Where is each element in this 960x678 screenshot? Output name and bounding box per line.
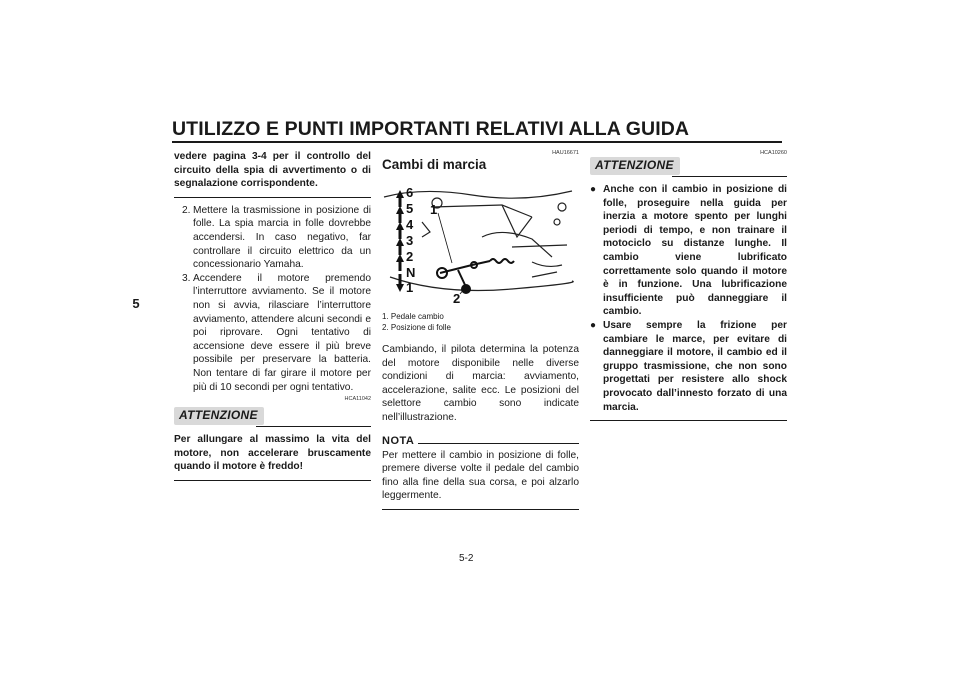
nota-text: Per mettere il cambio in posizione di folle, premere diverse volte il pedale del cambio fino alla fine della sua corsa, e poi alzarlo leggermente. (382, 449, 579, 502)
chapter-tab: 5 (132, 296, 140, 311)
attention-header (174, 407, 371, 429)
section-rule (174, 197, 371, 198)
gear-label-3: 3 (406, 233, 414, 248)
attention-badge: ATTENZIONE (174, 407, 264, 425)
page-number: 5-2 (459, 553, 474, 564)
gear-label-1: 1 (406, 280, 414, 295)
gear-label-6: 6 (406, 185, 414, 200)
step-number: 2. (182, 204, 191, 216)
list-item (590, 319, 787, 414)
callout-label-2: 2 (453, 291, 461, 306)
gearshift-illustration (382, 177, 579, 307)
column-left (174, 150, 371, 487)
column-middle (382, 150, 579, 516)
list-item (174, 204, 371, 272)
column-right (590, 150, 787, 427)
gear-label-5: 5 (406, 201, 414, 216)
page-title: UTILIZZO E PUNTI IMPORTANTI RELATIVI ALLA GUIDA (172, 118, 690, 140)
steps-list (174, 204, 371, 394)
gearshift-diagram (382, 177, 579, 307)
section-rule (590, 420, 787, 421)
bullet-icon: ● (590, 319, 597, 331)
section-code: HAU16671 (552, 150, 579, 156)
intro-bold-text: vedere pagina 3-4 per il controllo del circuito della spia di avvertimento o di segnalazione corrispondente. (174, 151, 371, 190)
body-text: Cambiando, il pilota determina la potenza del motore disponibile nelle diverse condizioni di marcia: avviamento, accelerazione, salite ecc. Le posizioni del selettore cambio sono indicate nell’illustrazione. (382, 344, 579, 423)
nota-rule (418, 443, 579, 444)
section-rule (382, 509, 579, 510)
section-rule (174, 480, 371, 481)
list-item (590, 183, 787, 319)
callout-label-1: 1 (430, 202, 438, 217)
caption-1: 1. Pedale cambio (382, 312, 444, 321)
attention-code: HCA11042 (344, 396, 371, 403)
bullet-icon: ● (590, 184, 597, 195)
attention-text: Per allungare al massimo la vita del motore, non accelerare bruscamente quando il motore è freddo! (174, 434, 371, 473)
page-header (172, 118, 782, 140)
bullet-text: Usare sempre la frizione per cambiare le marce, per evitare di danneggiare il motore, il cambio ed il gruppo trasmissione, che non sono progettati per resistere allo shock provocato dall’innesto forzato di una marcia. (603, 319, 787, 413)
caption-2: 2. Posizione di folle (382, 323, 451, 332)
step-text: Mettere la trasmissione in posizione di folle. La spia marcia in folle dovrebbe accendersi. In caso negativo, far controllare il circuito elettrico da un concessionario Yamaha. (193, 204, 371, 271)
nota-label: NOTA (382, 434, 415, 447)
attention-header (590, 157, 787, 179)
gear-label-4: 4 (406, 217, 414, 232)
step-text: Accendere il motore premendo l’interruttore avviamento. Se il motore non si avvia, rilasciare l’interruttore avviamento, attendere alcuni secondi e poi riprovare. Ogni tentativo di accensione deve essere il più breve possibile per preservare la batteria. Non tentare di far girare il motore per più di 10 secondi per ogni tentativo. (193, 272, 371, 393)
section-title: Cambi di marcia (382, 157, 487, 172)
nota-header (382, 433, 579, 449)
header-rule (172, 141, 782, 143)
list-item (174, 272, 371, 394)
attention-code: HCA10260 (760, 150, 787, 156)
step-number: 3. (182, 272, 191, 284)
attention-bullets (590, 183, 787, 414)
gear-label-2: 2 (406, 249, 414, 264)
attention-rule (256, 426, 371, 427)
attention-badge: ATTENZIONE (590, 157, 680, 175)
attention-rule (672, 176, 787, 177)
bullet-text: Anche con il cambio in posizione di folle, proseguire nella guida per inerzia a motore spento per lunghi periodi di tempo, e non trainare il motociclo su distanze lunghe. Il cambio viene lubrificato correttamente solo quando il motore è in funzione. Una lubrificazione insufficiente può danneggiare il cambio. (603, 184, 787, 318)
gear-label-n: N (406, 265, 416, 280)
